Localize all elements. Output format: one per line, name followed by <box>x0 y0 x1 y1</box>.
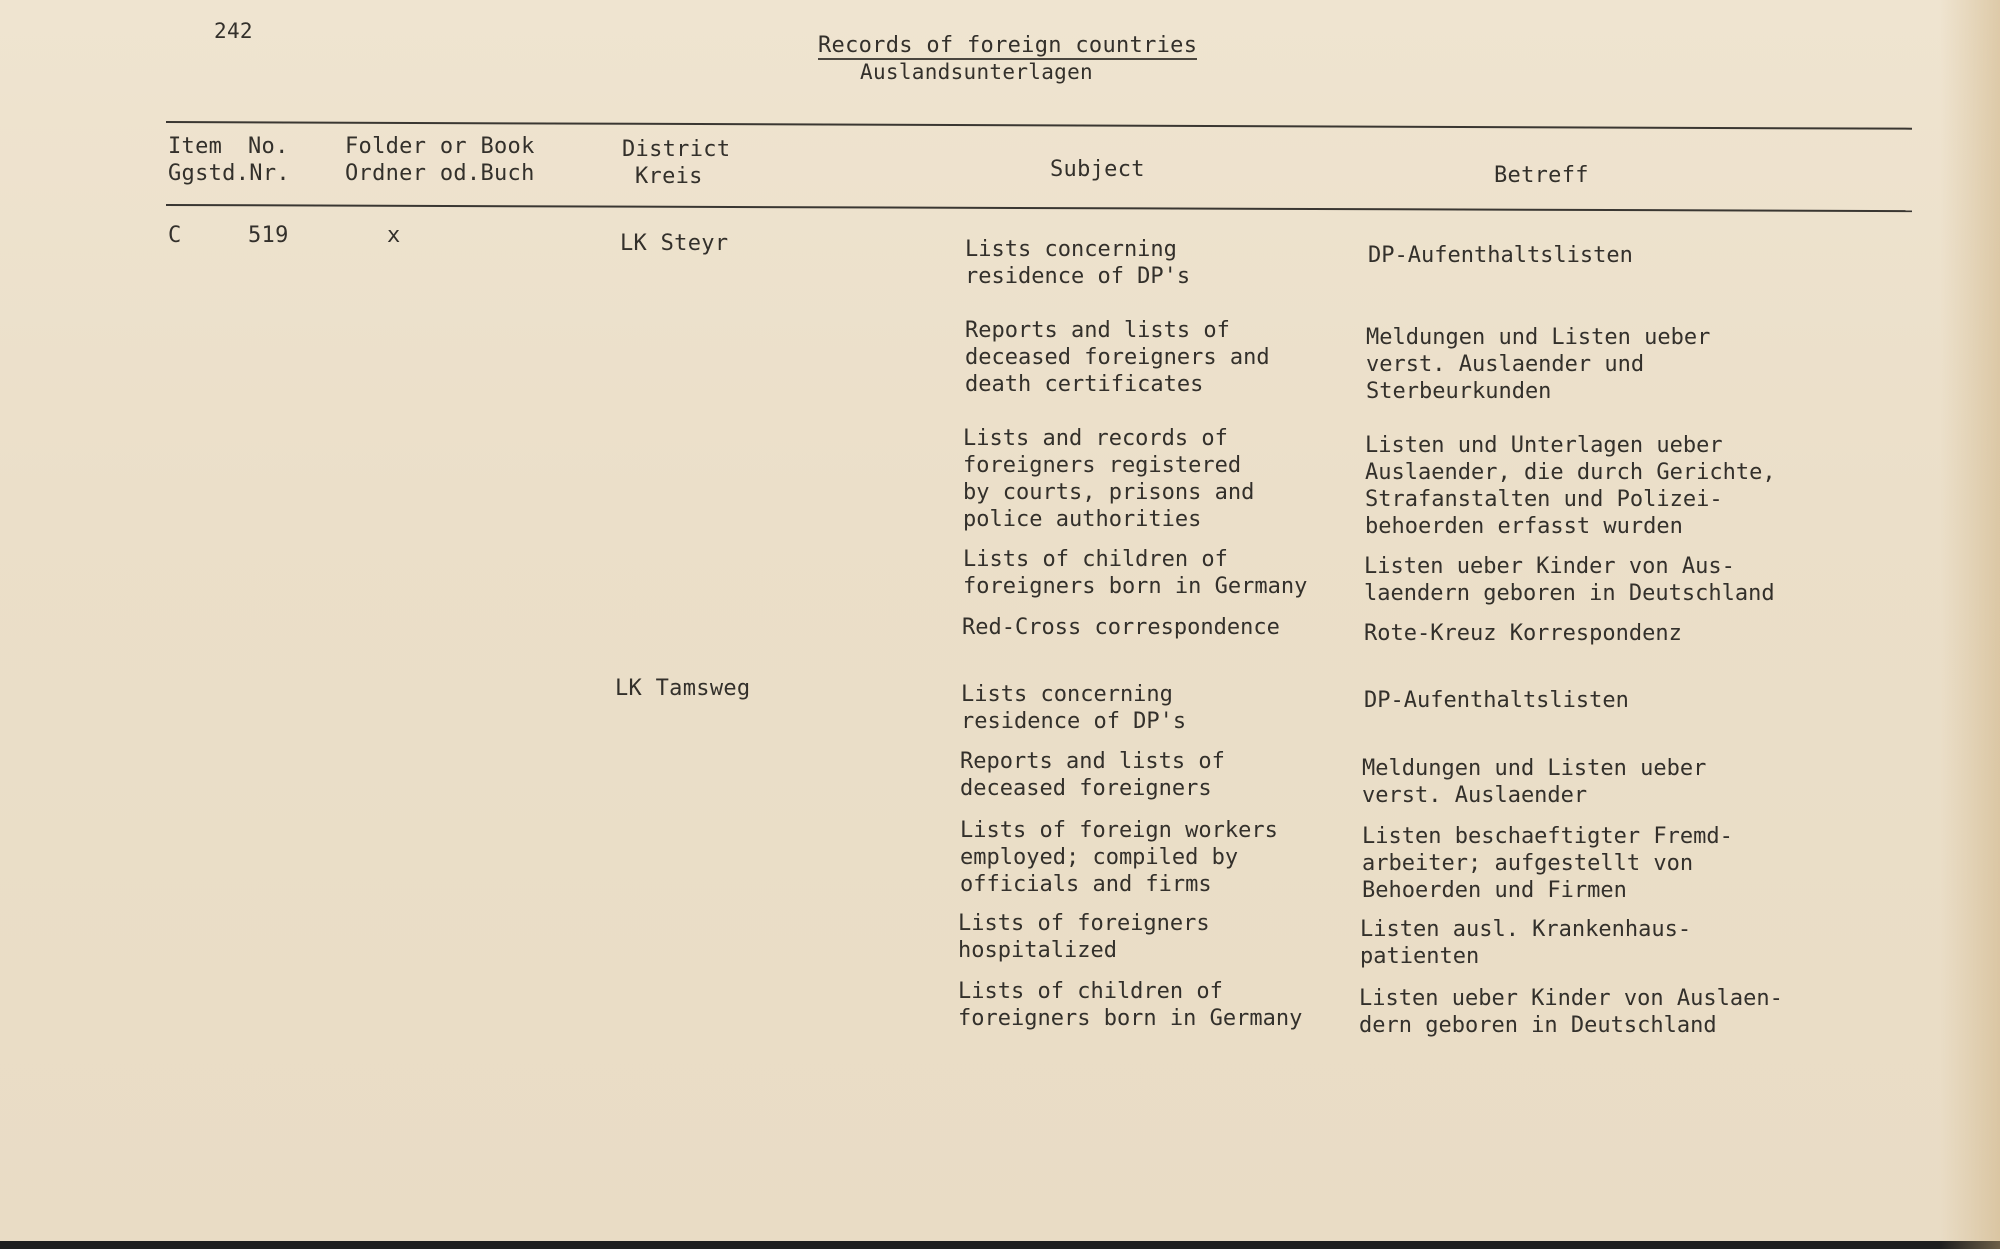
document-subtitle: Auslandsunterlagen <box>860 60 1093 84</box>
betreff-cell: Listen ueber Kinder von Auslaen- dern geboren in Deutschland <box>1359 986 1783 1038</box>
header-betreff: Betreff <box>1494 163 1589 188</box>
entry-item: C <box>168 223 182 248</box>
header-district: District <box>622 137 731 162</box>
header-no: No. <box>248 134 289 159</box>
document-title: Records of foreign countries <box>818 33 1198 58</box>
page-bottom-edge <box>0 1241 2000 1249</box>
subject-cell: Lists of foreign workers employed; compiled by officials and firms <box>960 818 1278 897</box>
header-folder: Folder or Book <box>345 134 535 159</box>
header-folder-de: Ordner od.Buch <box>345 161 535 186</box>
subject-cell: Red-Cross correspondence <box>962 615 1280 640</box>
subject-cell: Reports and lists of deceased foreigners <box>960 749 1225 801</box>
betreff-cell: Listen beschaeftigter Fremd- arbeiter; aufgestellt von Behoerden und Firmen <box>1362 824 1733 903</box>
betreff-cell: DP-Aufenthaltslisten <box>1364 688 1629 713</box>
header-district-de: Kreis <box>635 164 703 189</box>
subject-cell: Lists of children of foreigners born in Germany <box>958 979 1303 1031</box>
betreff-cell: DP-Aufenthaltslisten <box>1368 243 1633 268</box>
district-name: LK Steyr <box>620 231 729 256</box>
betreff-cell: Meldungen und Listen ueber verst. Auslaender und Sterbeurkunden <box>1366 325 1711 404</box>
entry-number: 519 <box>248 223 289 248</box>
betreff-cell: Listen ueber Kinder von Aus- laendern geboren in Deutschland <box>1364 554 1775 606</box>
subject-cell: Lists of children of foreigners born in Germany <box>963 547 1308 599</box>
header-rule-bottom <box>166 204 1912 212</box>
subject-cell: Lists concerning residence of DP's <box>965 237 1191 289</box>
header-rule-top <box>166 121 1912 130</box>
entry-folder: x <box>387 223 401 248</box>
subject-cell: Lists and records of foreigners registered by courts, prisons and police authorities <box>963 426 1255 532</box>
subject-cell: Lists of foreigners hospitalized <box>958 911 1210 963</box>
betreff-cell: Rote-Kreuz Korrespondenz <box>1364 621 1682 646</box>
subject-cell: Lists concerning residence of DP's <box>961 682 1187 734</box>
district-name: LK Tamsweg <box>615 676 751 701</box>
header-subject: Subject <box>1050 157 1145 182</box>
header-item-de: Ggstd.Nr. <box>168 161 290 186</box>
header-item: Item <box>168 134 223 159</box>
betreff-cell: Listen ausl. Krankenhaus- patienten <box>1360 917 1692 969</box>
page-number: 242 <box>214 19 253 43</box>
subject-cell: Reports and lists of deceased foreigners and death certificates <box>965 318 1270 397</box>
betreff-cell: Listen und Unterlagen ueber Auslaender, die durch Gerichte, Strafanstalten und Polizei- behoerden erfasst wurden <box>1365 433 1776 539</box>
betreff-cell: Meldungen und Listen ueber verst. Auslaender <box>1362 756 1707 808</box>
